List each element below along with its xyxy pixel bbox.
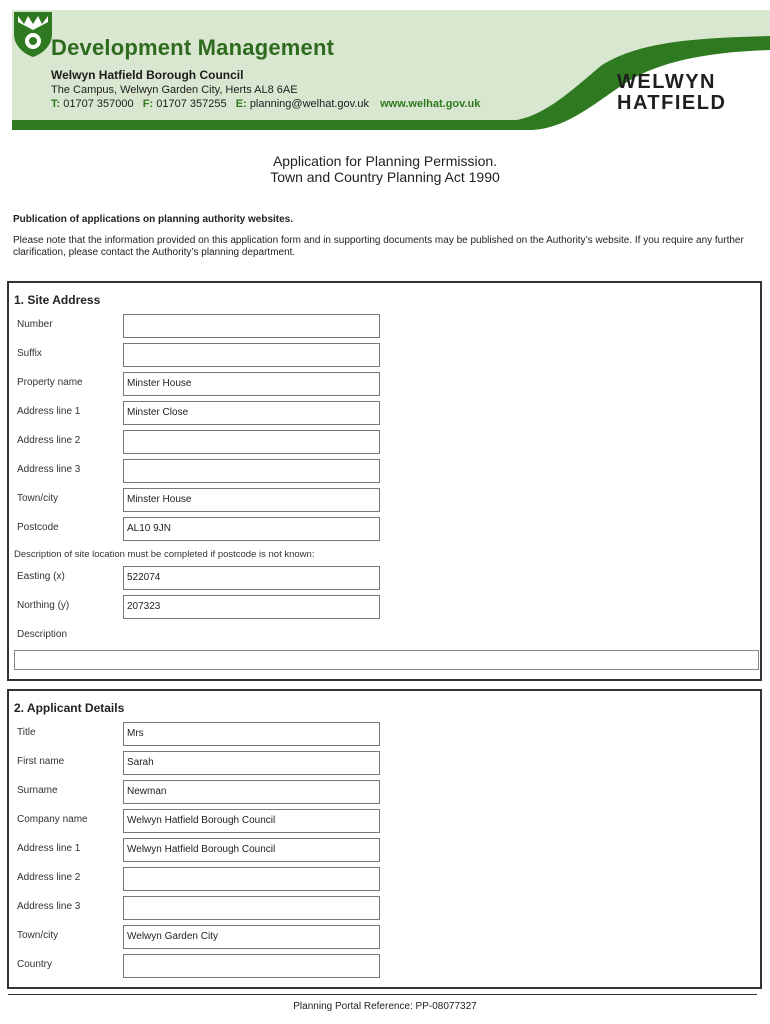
- description-field[interactable]: [14, 650, 759, 670]
- field-label: Address line 1: [17, 406, 81, 417]
- council-name: Welwyn Hatfield Borough Council: [51, 68, 244, 82]
- address-line-2-field[interactable]: [123, 430, 380, 454]
- town-city-field[interactable]: Minster House: [123, 488, 380, 512]
- field-label: Postcode: [17, 522, 59, 533]
- tel-key: T:: [51, 98, 61, 110]
- field-label: Country: [17, 959, 53, 970]
- document-title: [0, 153, 770, 185]
- address-line-2-field[interactable]: [123, 867, 380, 891]
- address-line-1-field[interactable]: Welwyn Hatfield Borough Council: [123, 838, 380, 862]
- field-label: Company name: [17, 814, 88, 825]
- title-field[interactable]: Mrs: [123, 722, 380, 746]
- council-address: The Campus, Welwyn Garden City, Herts AL8 6AE: [51, 84, 298, 96]
- location-note: Description of site location must be completed if postcode is not known:: [14, 549, 315, 560]
- field-label: Number: [17, 319, 53, 330]
- country-field[interactable]: [123, 954, 380, 978]
- field-label: Description: [17, 629, 68, 640]
- field-label: Address line 3: [17, 901, 81, 912]
- field-label: Title: [17, 727, 36, 738]
- website-link[interactable]: www.welhat.gov.uk: [380, 98, 481, 110]
- field-label: Suffix: [17, 348, 42, 359]
- postcode-field[interactable]: AL10 9JN: [123, 517, 380, 541]
- address-line-1-field[interactable]: Minster Close: [123, 401, 380, 425]
- telephone: 01707 357000: [63, 98, 134, 110]
- logo-wordmark: [617, 72, 726, 114]
- field-label: Easting (x): [17, 571, 65, 582]
- field-label: Northing (y): [17, 600, 70, 611]
- contact-line: [51, 98, 480, 110]
- northing-field[interactable]: 207323: [123, 595, 380, 619]
- fax-key: F:: [142, 98, 154, 110]
- publication-text: Please note that the information provided on this application form and in supporting documents may be published on the Authority’s website. If you require any further clarification, please contact the Authority’s planning department.: [13, 235, 744, 258]
- field-label: Town/city: [17, 930, 59, 941]
- section-title: 1. Site Address: [14, 293, 101, 307]
- applicant-details-section: [7, 689, 762, 989]
- logo-line-1: WELWYN: [617, 71, 716, 93]
- shield-icon: [12, 10, 54, 58]
- banner-title: Development Management: [51, 35, 335, 60]
- field-label: Address line 1: [17, 843, 81, 854]
- section-title: 2. Applicant Details: [14, 701, 125, 715]
- address-line-3-field[interactable]: [123, 459, 380, 483]
- logo-line-2: HATFIELD: [617, 92, 727, 114]
- address-line-3-field[interactable]: [123, 896, 380, 920]
- first-name-field[interactable]: Sarah: [123, 751, 380, 775]
- email-key: E:: [235, 98, 247, 110]
- title-line-1: Application for Planning Permission.: [272, 153, 498, 169]
- field-label: Town/city: [17, 493, 59, 504]
- property-name-field[interactable]: Minster House: [123, 372, 380, 396]
- fax: 01707 357255: [156, 98, 227, 110]
- field-label: Address line 2: [17, 435, 81, 446]
- easting-field[interactable]: 522074: [123, 566, 380, 590]
- footer-divider: [8, 994, 757, 995]
- email-link[interactable]: planning@welhat.gov.uk: [249, 98, 370, 110]
- field-label: Address line 2: [17, 872, 81, 883]
- publication-heading: Publication of applications on planning authority websites.: [13, 214, 294, 225]
- field-label: Surname: [17, 785, 58, 796]
- field-label: Property name: [17, 377, 83, 388]
- field-label: Address line 3: [17, 464, 81, 475]
- portal-reference: Planning Portal Reference: PP-08077327: [293, 1001, 477, 1012]
- surname-field[interactable]: Newman: [123, 780, 380, 804]
- header-banner: [12, 10, 770, 130]
- company-name-field[interactable]: Welwyn Hatfield Borough Council: [123, 809, 380, 833]
- title-line-2: Town and Country Planning Act 1990: [270, 169, 500, 185]
- field-label: First name: [17, 756, 65, 767]
- town-city-field[interactable]: Welwyn Garden City: [123, 925, 380, 949]
- site-address-section: [7, 281, 762, 681]
- suffix-field[interactable]: [123, 343, 380, 367]
- number-field[interactable]: [123, 314, 380, 338]
